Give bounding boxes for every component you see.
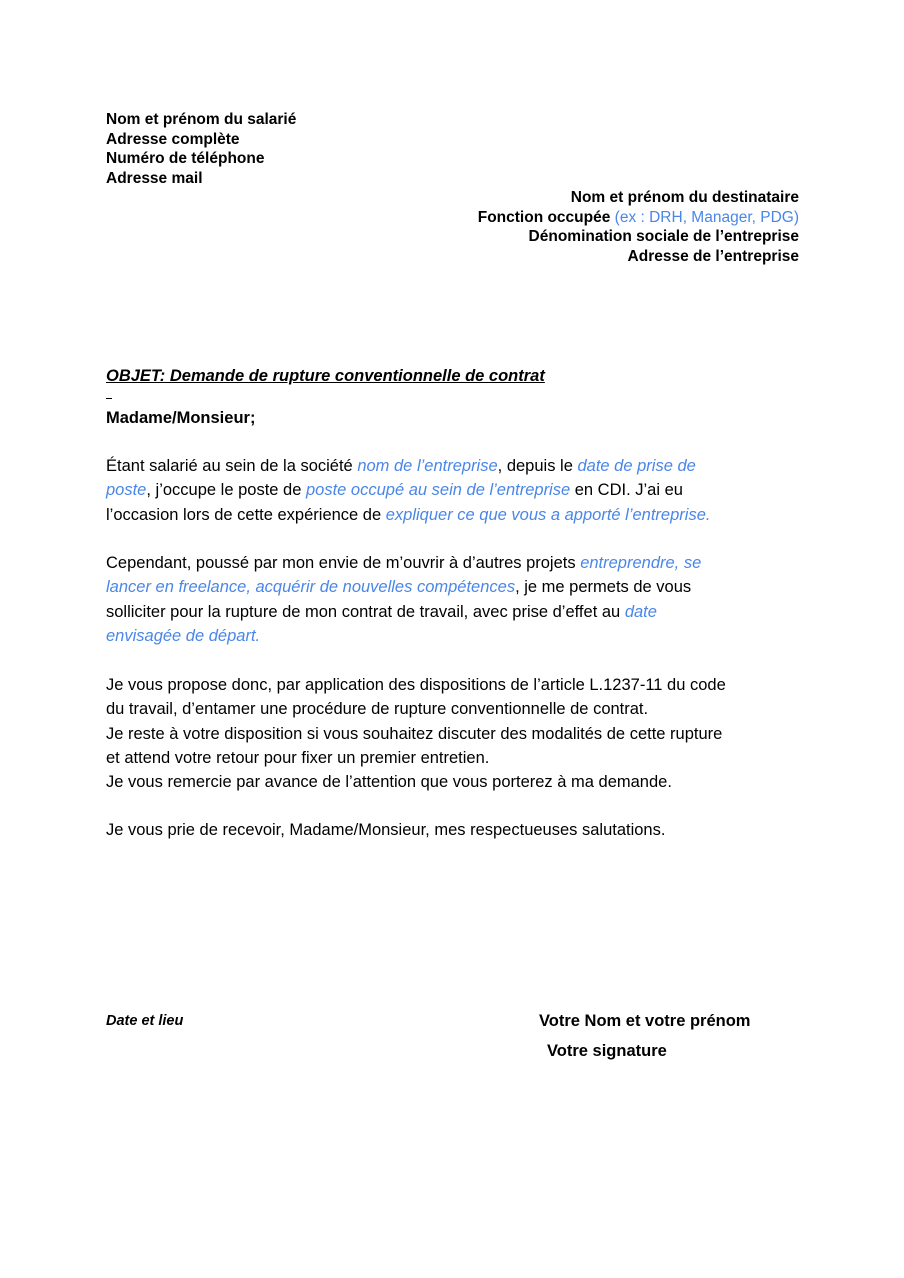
closing-paragraph	[106, 818, 806, 842]
placeholder-position: poste occupé au sein de l’entreprise	[305, 481, 571, 500]
paragraph-2-line-1	[106, 551, 806, 575]
sender-block	[106, 110, 296, 188]
paragraph-1-line-2	[106, 478, 806, 502]
paragraph-2	[106, 551, 806, 648]
paragraph-3-line-4: et attend votre retour pour fixer un premier entretien.	[106, 748, 490, 767]
recipient-company-address: Adresse de l’entreprise	[627, 247, 799, 265]
date-and-place: Date et lieu	[106, 1013, 184, 1029]
placeholder-departure-date-cont: envisagée de départ.	[106, 626, 261, 645]
paragraph-2-line-2	[106, 575, 806, 599]
paragraph-3-line-5: Je vous remercie par avance de l’attention que vous porterez à ma demande.	[106, 773, 672, 792]
recipient-function-label: Fonction occupée	[477, 208, 611, 226]
paragraph-text: , je me permets de vous	[515, 578, 692, 597]
recipient-function-hint: (ex : DRH, Manager, PDG)	[610, 208, 799, 226]
sender-address: Adresse complète	[106, 130, 240, 148]
paragraph-text: Cependant, poussé par mon envie de m’ouvrir à d’autres projets	[106, 554, 581, 572]
paragraph-1-line-1	[106, 454, 806, 478]
paragraph-text: , depuis le	[497, 457, 578, 475]
placeholder-projects-cont: lancer en freelance, acquérir de nouvelles compétences	[106, 578, 516, 597]
paragraph-3	[106, 673, 806, 794]
paragraph-3-line-1: Je vous propose donc, par application des dispositions de l’article L.1237-11 du code	[106, 676, 726, 694]
signer-name: Votre Nom et votre prénom	[539, 1012, 751, 1030]
paragraph-3-line-2: du travail, d’entamer une procédure de rupture conventionnelle de contrat.	[106, 700, 649, 719]
paragraph-2-line-3	[106, 600, 806, 624]
underline-mark	[106, 398, 112, 399]
recipient-name: Nom et prénom du destinataire	[570, 189, 799, 206]
letter-greeting: Madame/Monsieur;	[106, 409, 256, 427]
paragraph-3-line-3: Je reste à votre disposition si vous souhaitez discuter des modalités de cette rupture	[106, 724, 723, 743]
sender-phone: Numéro de téléphone	[106, 150, 265, 168]
closing-line: Je vous prie de recevoir, Madame/Monsieur, mes respectueuses salutations.	[106, 821, 666, 839]
placeholder-experience: expliquer ce que vous a apporté l’entreprise.	[385, 505, 711, 524]
sender-email: Adresse mail	[106, 169, 203, 187]
recipient-function	[478, 208, 799, 228]
signature-label: Votre signature	[547, 1042, 667, 1060]
paragraph-1	[106, 454, 806, 527]
recipient-company-name: Dénomination sociale de l’entreprise	[528, 228, 799, 246]
paragraph-text: , j’occupe le poste de	[146, 481, 306, 500]
recipient-block	[478, 188, 799, 266]
paragraph-text: solliciter pour la rupture de mon contrat de travail, avec prise d’effet au	[106, 602, 625, 621]
paragraph-text: en CDI. J’ai eu	[570, 481, 683, 500]
placeholder-departure-date: date	[624, 602, 657, 621]
placeholder-company-name: nom de l’entreprise	[357, 457, 498, 475]
placeholder-start-date-cont: poste	[106, 481, 147, 500]
letter-subject: OBJET: Demande de rupture conventionnelle de contrat	[106, 367, 545, 385]
paragraph-text: Étant salarié au sein de la société	[106, 457, 358, 475]
paragraph-text: l’occasion lors de cette expérience de	[106, 505, 386, 524]
paragraph-2-line-4	[106, 624, 806, 648]
placeholder-start-date: date de prise de	[577, 457, 696, 475]
paragraph-1-line-3	[106, 503, 806, 527]
placeholder-projects: entreprendre, se	[580, 554, 702, 572]
sender-name: Nom et prénom du salarié	[106, 111, 297, 128]
